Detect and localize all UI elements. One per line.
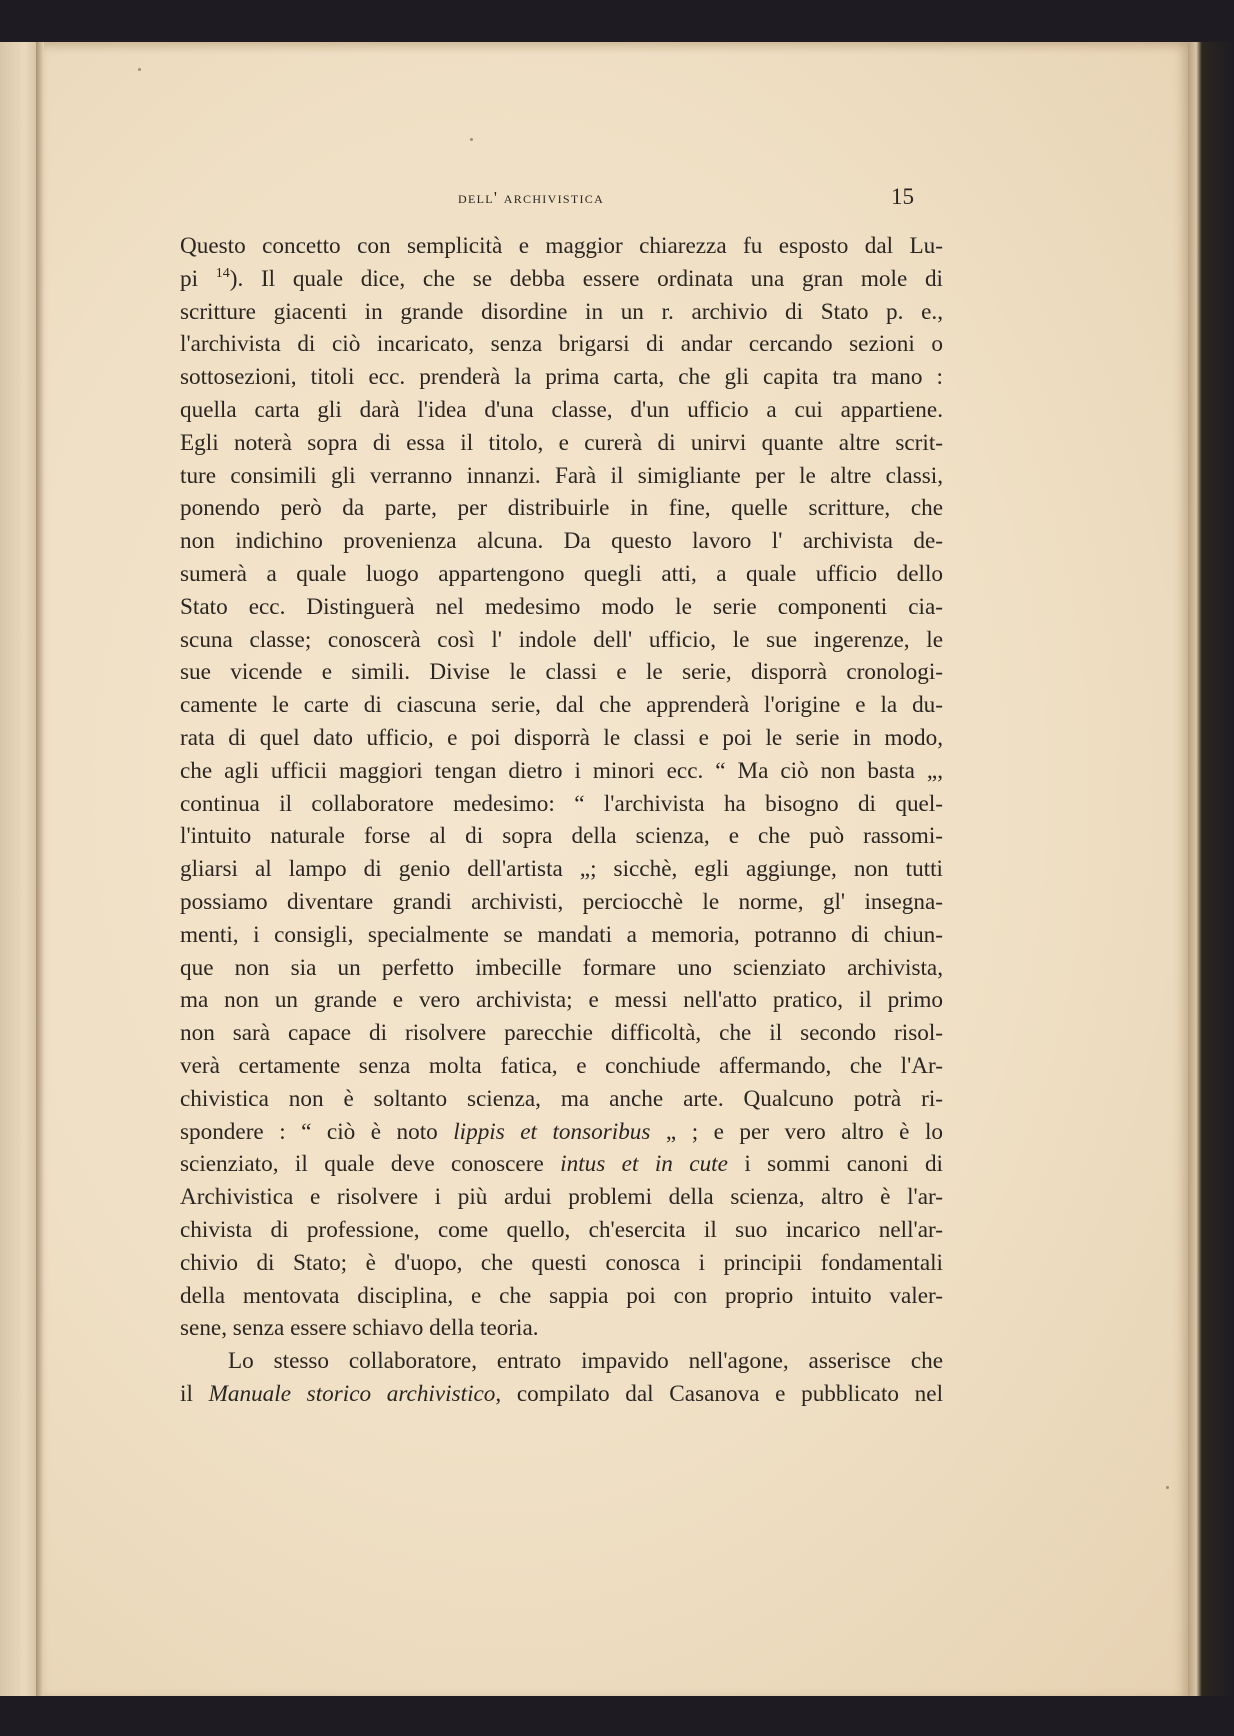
- text-segment: „ ; e per vero altro è lo: [650, 1118, 944, 1145]
- text-segment: verà certamente senza molta fatica, e conchiude affermando, che l'Ar-: [180, 1052, 943, 1079]
- text-segment: ma non un grande e vero archivista; e messi nell'atto pratico, il primo: [180, 987, 943, 1014]
- text-segment: Archivistica e risolvere i più ardui problemi della scienza, altro è l'ar-: [180, 1184, 943, 1211]
- text-line: [180, 919, 943, 952]
- text-line: [180, 230, 943, 263]
- italic-phrase: intus et in cute: [560, 1151, 728, 1178]
- text-segment: il: [180, 1380, 209, 1407]
- running-head: dell' archivistica: [458, 188, 605, 207]
- text-segment: l'intuito naturale forse al di sopra della scienza, e che può rassomi-: [180, 823, 943, 850]
- text-segment: non indichino provenienza alcuna. Da questo lavoro l' archivista de-: [180, 528, 943, 555]
- footnote-reference: 14: [215, 265, 230, 281]
- text-segment: sene, senza essere schiavo della teoria.: [180, 1315, 539, 1342]
- body-text: [180, 230, 943, 1411]
- text-line: [180, 460, 943, 493]
- text-line: [180, 1280, 943, 1313]
- text-line: [180, 591, 943, 624]
- text-line: [180, 984, 943, 1017]
- text-segment: Lo stesso collaboratore, entrato impavido nell'agone, asserisce che: [228, 1348, 943, 1375]
- text-line: [180, 427, 943, 460]
- text-segment: Egli noterà sopra di essa il titolo, e curerà di unirvi quante altre scrit-: [180, 429, 943, 456]
- text-line: [180, 689, 943, 722]
- text-line: [180, 1148, 943, 1181]
- text-segment: pi: [180, 265, 216, 292]
- text-line: [180, 1116, 943, 1149]
- text-segment: chivistica non è soltanto scienza, ma anche arte. Qualcuno potrà ri-: [180, 1085, 943, 1112]
- text-line: [180, 328, 943, 361]
- paper-speck: [138, 68, 141, 71]
- text-segment: l'archivista di ciò incaricato, senza brigarsi di andar cercando sezioni o: [180, 331, 943, 358]
- text-segment: menti, i consigli, specialmente se mandati a memoria, potranno di chiun-: [180, 921, 943, 948]
- text-segment: scienziato, il quale deve conoscere: [180, 1151, 561, 1178]
- text-line: [180, 1247, 943, 1280]
- scan-frame-top: [0, 0, 1234, 42]
- text-line: [180, 296, 943, 329]
- text-segment: sue vicende e simili. Divise le classi e le serie, disporrà cronologi-: [180, 659, 943, 686]
- text-line: [180, 1017, 943, 1050]
- text-line: [180, 722, 943, 755]
- italic-phrase: lippis et tonsoribus: [453, 1118, 651, 1145]
- text-segment: rata di quel dato ufficio, e poi disporrà le classi e poi le serie in modo,: [180, 724, 943, 751]
- text-segment: camente le carte di ciascuna serie, dal che apprenderà l'origine e la du-: [180, 692, 943, 719]
- text-line: [180, 853, 943, 886]
- text-segment: che agli ufficii maggiori tengan dietro i minori ecc. “ Ma ciò non basta „,: [180, 757, 943, 784]
- page-number: 15: [891, 184, 914, 209]
- text-segment: sottosezioni, titoli ecc. prenderà la prima carta, che gli capita tra mano :: [180, 364, 943, 391]
- text-segment: possiamo diventare grandi archivisti, perciocchè le norme, gl' insegna-: [180, 888, 943, 915]
- text-line: [180, 952, 943, 985]
- text-segment: Stato ecc. Distinguerà nel medesimo modo le serie componenti cia-: [180, 593, 943, 620]
- text-line: [180, 1083, 943, 1116]
- text-line: [180, 624, 943, 657]
- text-line: [180, 1050, 943, 1083]
- text-segment: spondere : “ ciò è noto: [180, 1118, 454, 1145]
- text-line: [180, 492, 943, 525]
- text-line: [180, 788, 943, 821]
- paper-speck: [470, 138, 473, 141]
- text-segment: sumerà a quale luogo appartengono quegli atti, a quale ufficio dello: [180, 560, 943, 587]
- page-right-edge: [1188, 42, 1234, 1698]
- text-segment: i sommi canoni di: [727, 1151, 943, 1178]
- scan-frame-bottom: [0, 1696, 1234, 1736]
- text-segment: scuna classe; conoscerà così l' indole dell' ufficio, le sue ingerenze, le: [180, 626, 943, 653]
- text-line: [180, 1181, 943, 1214]
- text-segment: chivio di Stato; è d'uopo, che questi conosca i principii fondamentali: [180, 1249, 943, 1276]
- text-segment: ture consimili gli verranno innanzi. Farà il simigliante per le altre classi,: [180, 462, 943, 489]
- text-segment: della mentovata disciplina, e che sappia poi con proprio intuito valer-: [180, 1282, 943, 1309]
- text-line: [180, 525, 943, 558]
- text-line: [180, 1214, 943, 1247]
- text-line: [180, 1312, 943, 1345]
- text-line: [180, 755, 943, 788]
- text-segment: , compilato dal Casanova e pubblicato nel: [495, 1380, 944, 1407]
- text-segment: chivista di professione, come quello, ch'esercita il suo incarico nell'ar-: [180, 1216, 943, 1243]
- text-segment: ponendo però da parte, per distribuirle in fine, quelle scritture, che: [180, 495, 943, 522]
- text-segment: ). Il quale dice, che se debba essere ordinata una gran mole di: [229, 265, 943, 292]
- text-line: [180, 394, 943, 427]
- text-segment: scritture giacenti in grande disordine in un r. archivio di Stato p. e.,: [180, 298, 943, 325]
- text-line: [180, 1345, 943, 1378]
- text-segment: gliarsi al lampo di genio dell'artista „; sicchè, egli aggiunge, non tutti: [180, 856, 943, 883]
- text-line: [180, 558, 943, 591]
- text-line: [180, 1378, 943, 1411]
- text-line: [180, 886, 943, 919]
- text-segment: quella carta gli darà l'idea d'una classe, d'un ufficio a cui appartiene.: [180, 396, 943, 423]
- page-gutter: [36, 42, 44, 1698]
- page-header: [458, 186, 914, 216]
- paper-speck: [1166, 1486, 1169, 1489]
- text-line: [180, 263, 943, 296]
- text-segment: que non sia un perfetto imbecille formare uno scienziato archivista,: [180, 954, 943, 981]
- text-segment: continua il collaboratore medesimo: “ l'archivista ha bisogno di quel-: [180, 790, 943, 817]
- text-line: [180, 656, 943, 689]
- text-line: [180, 361, 943, 394]
- text-line: [180, 820, 943, 853]
- text-segment: Questo concetto con semplicità e maggior chiarezza fu esposto dal Lu-: [180, 233, 943, 259]
- text-segment: non sarà capace di risolvere parecchie difficoltà, che il secondo risol-: [180, 1020, 943, 1047]
- italic-phrase: Manuale storico archivistico: [208, 1380, 496, 1407]
